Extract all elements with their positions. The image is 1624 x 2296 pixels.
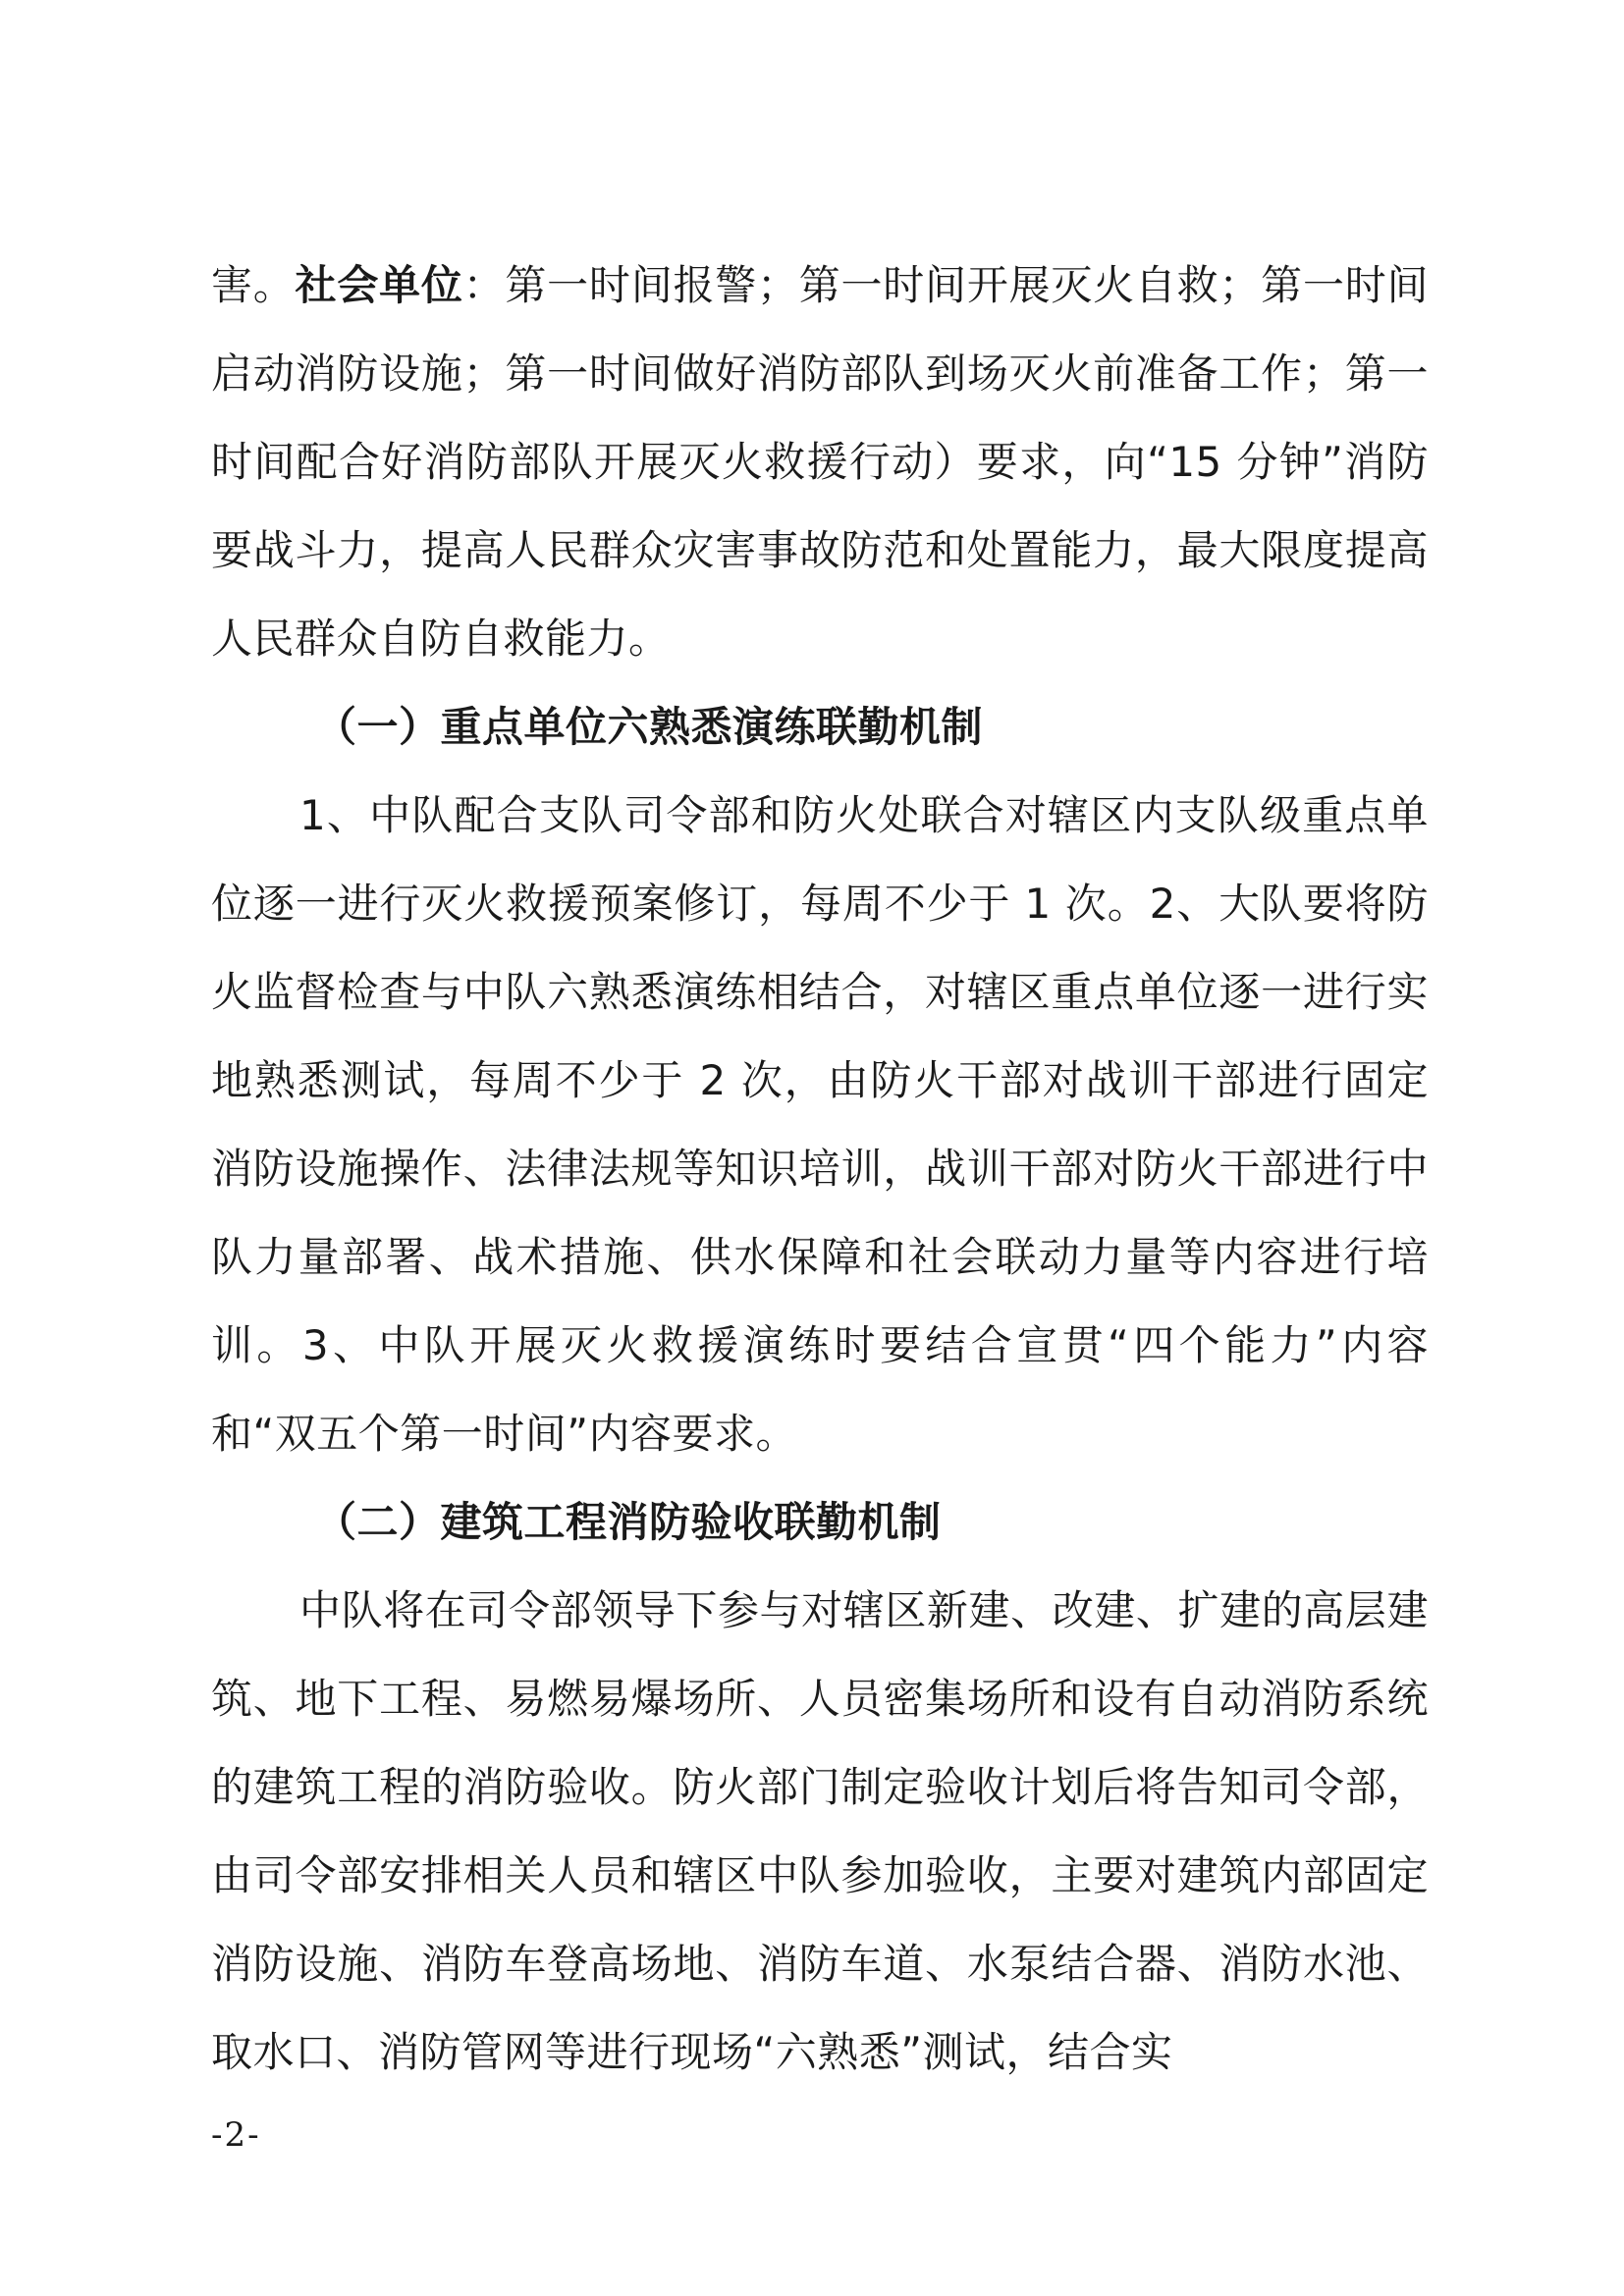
document-body <box>211 241 1429 2097</box>
paragraph-text-lead: 害。 <box>211 261 296 309</box>
section-heading-2: （二）建筑工程消防验收联勤机制 <box>315 1498 942 1546</box>
section-heading-1: （一）重点单位六熟悉演练联勤机制 <box>315 703 984 751</box>
bold-term-social-units: 社会单位 <box>295 261 463 309</box>
section-1-body: 1、中队配合支队司令部和防火处联合对辖区内支队级重点单位逐一进行灭火救援预案修订，每周不少于 1 次。2、大队要将防火监督检查与中队六熟悉演练相结合，对辖区重点单位逐一进行实地熟悉测试，每周不少于 2 次，由防火干部对战训干部进行固定消防设施操作、法律法规等知识培训，战训干部对防火干部进行中队力量部署、战术措施、供水保障和社会联动力量等内容进行培训。3、中队开展灭火救援演练时要结合宣贯“四个能力”内容和“双五个第一时间”内容要求。 <box>211 791 1429 1458</box>
page-number: -2- <box>211 2115 261 2155</box>
section-2-body: 中队将在司令部领导下参与对辖区新建、改建、扩建的高层建筑、地下工程、易燃易爆场所、人员密集场所和设有自动消防系统的建筑工程的消防验收。防火部门制定验收计划后将告知司令部，由司令部安排相关人员和辖区中队参加验收，主要对建筑内部固定消防设施、消防车登高场地、消防车道、水泵结合器、消防水池、取水口、消防管网等进行现场“六熟悉”测试，结合实 <box>211 1586 1429 2076</box>
paragraph-continuation <box>211 241 1429 683</box>
paragraph-text: ：第一时间报警；第一时间开展灭火自救；第一时间启动消防设施；第一时间做好消防部队到场灭火前准备工作；第一时间配合好消防部队开展灭火救援行动）要求，向“15 分钟”消防要战斗力，提高人民群众灾害事故防范和处置能力，最大限度提高人民群众自防自救能力。 <box>211 261 1429 663</box>
